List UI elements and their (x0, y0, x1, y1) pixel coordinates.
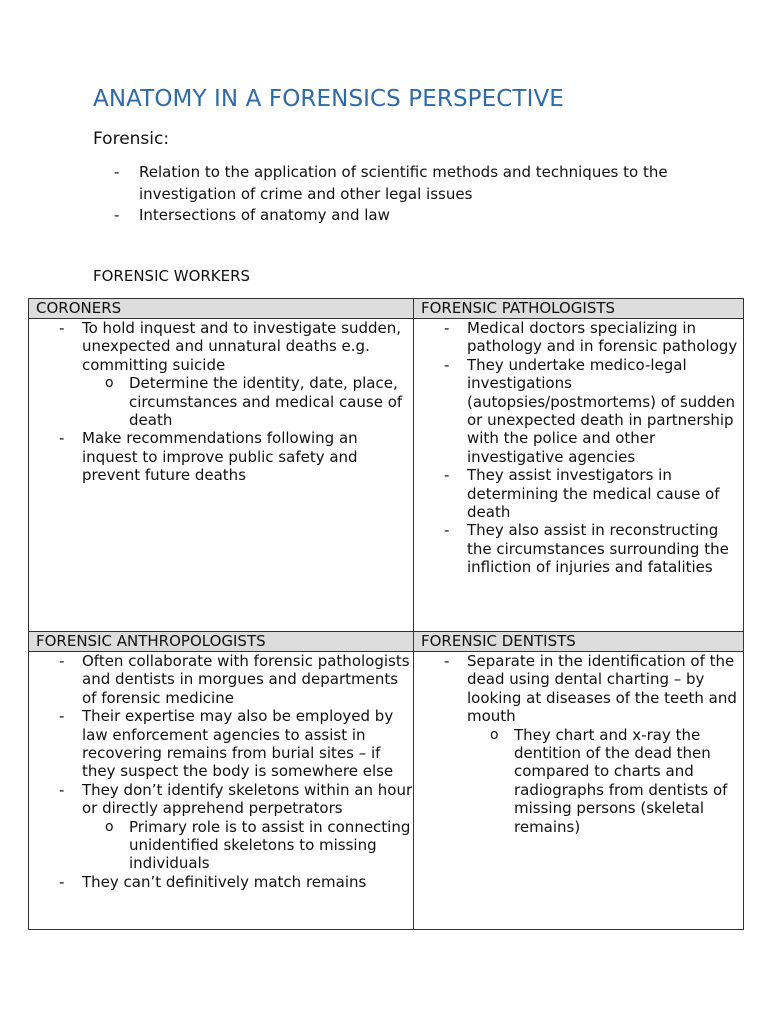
sub-list-item: o They chart and x-ray the dentition of the dead then compared to charts and radiographs from dentists of missing persons (skeletal remains) (414, 726, 743, 836)
table-row (29, 319, 744, 632)
table-header-row (29, 299, 744, 319)
sub-list-item: o Primary role is to assist in connecting unidentified skeletons to missing individuals (29, 818, 413, 873)
list-item: - Their expertise may also be employed by law enforcement agencies to assist in recovering remains from burial sites – if they suspect the body is somewhere else (29, 707, 413, 781)
dentists-header: FORENSIC DENTISTS (414, 632, 744, 652)
list-item: - They can’t definitively match remains (29, 873, 413, 891)
list-item: - Relation to the application of scientific methods and techniques to the investigation of crime and other legal issues (114, 162, 714, 205)
list-item: - Medical doctors specializing in pathology and in forensic pathology (414, 319, 743, 356)
coroners-header: CORONERS (29, 299, 414, 319)
list-item: - They assist investigators in determining the medical cause of death (414, 466, 743, 521)
list-item: - To hold inquest and to investigate sudden, unexpected and unnatural deaths e.g. committing suicide o Determine the identity, date, place, circumstances and medical cause of death (29, 319, 413, 429)
page-title: ANATOMY IN A FORENSICS PERSPECTIVE (93, 86, 564, 112)
pathologists-header: FORENSIC PATHOLOGISTS (414, 299, 744, 319)
forensic-workers-heading: FORENSIC WORKERS (93, 267, 251, 285)
coroners-cell (29, 319, 414, 632)
anthropologists-cell (29, 652, 414, 930)
anthropologists-header: FORENSIC ANTHROPOLOGISTS (29, 632, 414, 652)
forensic-definition-list (114, 162, 714, 227)
table-header-row (29, 632, 744, 652)
forensic-workers-table (28, 298, 744, 930)
forensic-subheading: Forensic: (93, 129, 170, 149)
table-row (29, 652, 744, 930)
sub-list-item: o Determine the identity, date, place, circumstances and medical cause of death (29, 374, 413, 429)
dentists-cell (414, 652, 744, 930)
list-item: - Make recommendations following an inquest to improve public safety and prevent future deaths (29, 429, 413, 484)
list-item: - They don’t identify skeletons within an hour or directly apprehend perpetrators o Primary role is to assist in connecting unidentified skeletons to missing individuals (29, 781, 413, 873)
list-item: - They also assist in reconstructing the circumstances surrounding the infliction of injuries and fatalities (414, 521, 743, 576)
pathologists-cell (414, 319, 744, 632)
list-item: - Separate in the identification of the dead using dental charting – by looking at diseases of the teeth and mouth o They chart and x-ray the dentition of the dead then compared to charts and radiographs from dentists of missing persons (skeletal remains) (414, 652, 743, 836)
list-item: - They undertake medico-legal investigations (autopsies/postmortems) of sudden or unexpected death in partnership with the police and other investigative agencies (414, 356, 743, 466)
list-item: - Intersections of anatomy and law (114, 205, 714, 227)
list-item: - Often collaborate with forensic pathologists and dentists in morgues and departments of forensic medicine (29, 652, 413, 707)
